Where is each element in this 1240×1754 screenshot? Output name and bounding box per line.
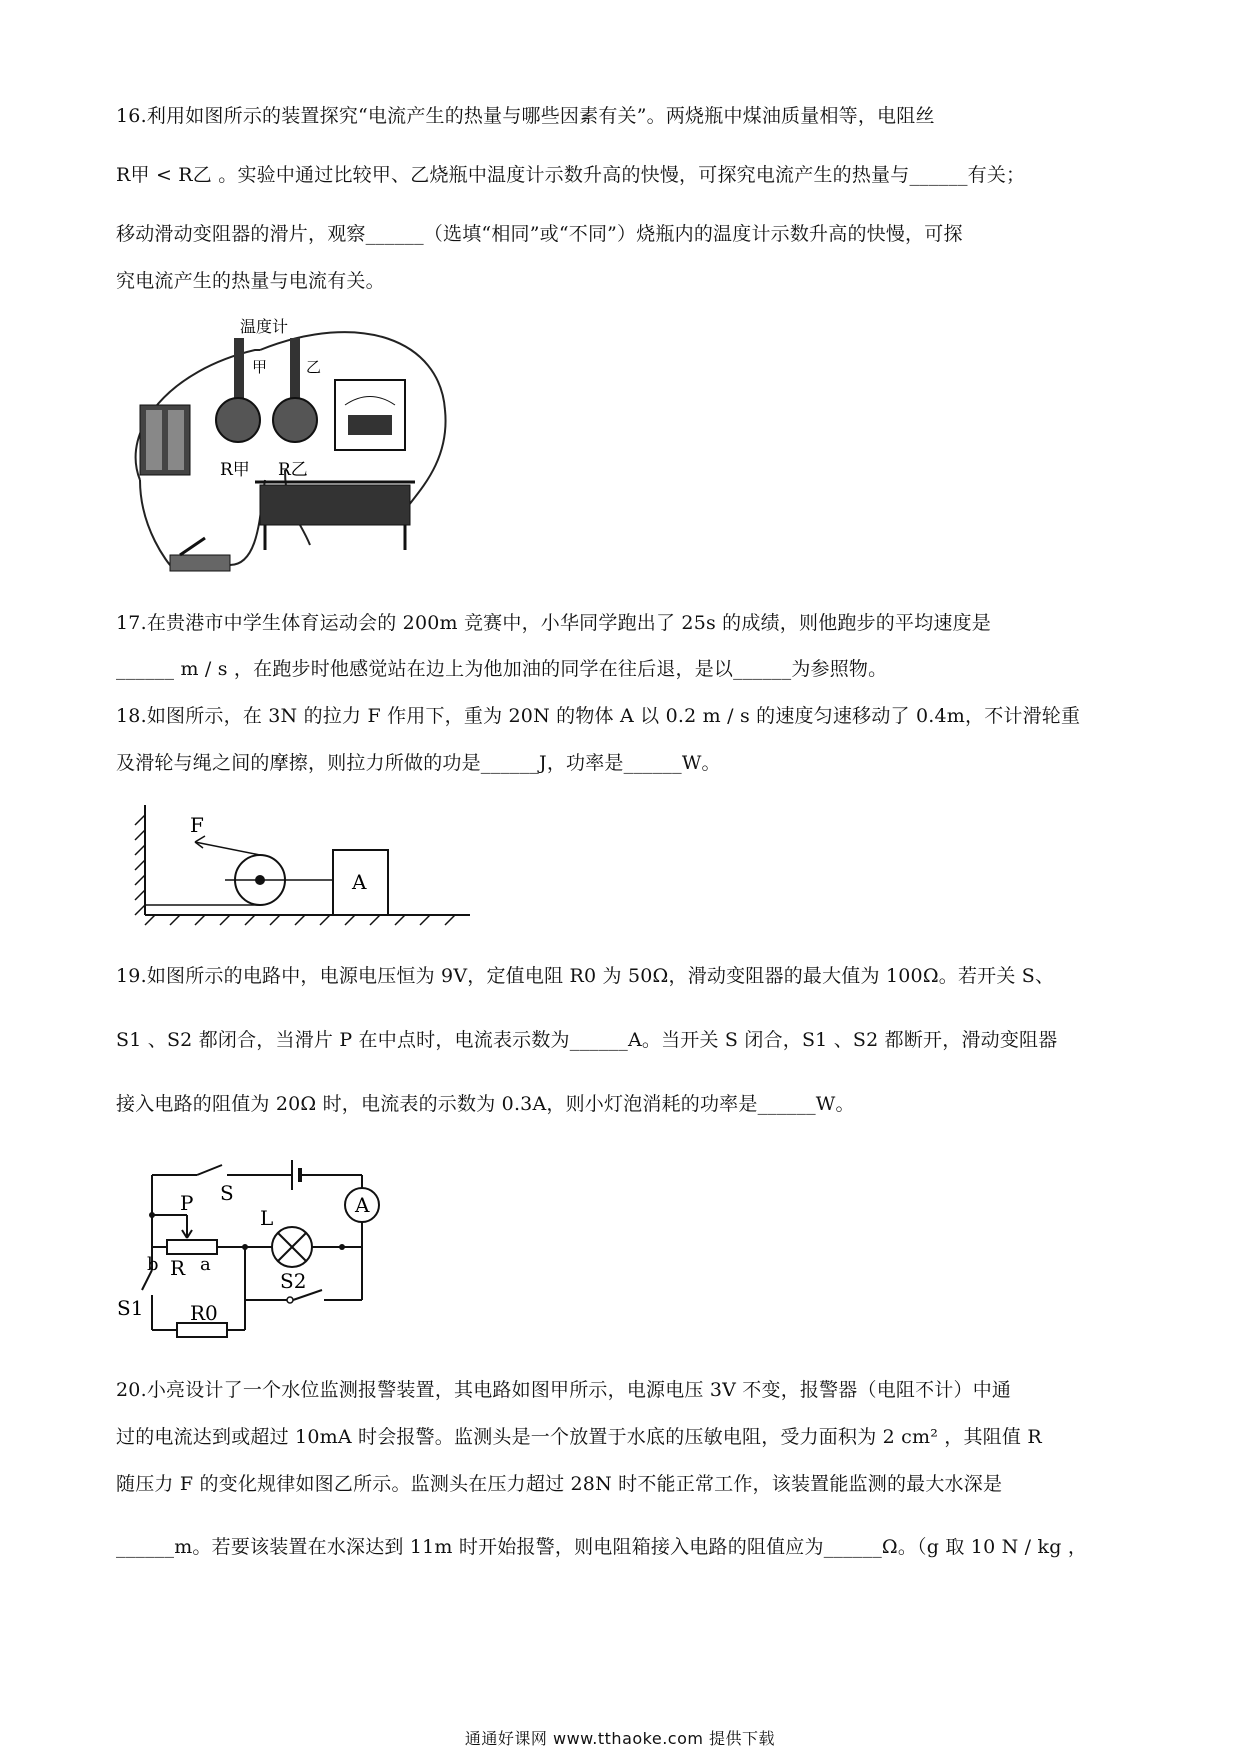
q19-p-label: P bbox=[180, 1191, 194, 1215]
q19-s2-label: S2 bbox=[280, 1269, 307, 1293]
q19-line2: S1 、S2 都闭合，当滑片 P 在中点时，电流表示数为______A。当开关 S 闭合，S1 、S2 都断开，滑动变阻器 bbox=[116, 1029, 1058, 1051]
q19-l-label: L bbox=[260, 1206, 274, 1230]
q16-r-yi-label: R乙 bbox=[278, 460, 308, 480]
q19-ammeter-label: A bbox=[355, 1193, 370, 1217]
q16-line2: R甲 < R乙 。实验中通过比较甲、乙烧瓶中温度计示数升高的快慢，可探究电流产生的热量与______有关； bbox=[116, 164, 1026, 186]
q19-line1: 19.如图所示的电路中，电源电压恒为 9V，定值电阻 R0 为 50Ω，滑动变阻器的最大值为 100Ω。若开关 S、 bbox=[116, 965, 1055, 987]
q20-line3: 随压力 F 的变化规律如图乙所示。监测头在压力超过 28N 时不能正常工作，该装置能监测的最大水深是 bbox=[116, 1473, 1003, 1495]
q16-line3: 移动滑动变阻器的滑片，观察______（选填“相同”或“不同”）烧瓶内的温度计示数升高的快慢，可探 bbox=[116, 223, 963, 245]
q19-r0-label: R0 bbox=[190, 1301, 218, 1325]
rheostat-r-icon bbox=[167, 1240, 217, 1254]
q16-line1: 16.利用如图所示的装置探究“电流产生的热量与哪些因素有关”。两烧瓶中煤油质量相等，电阻丝 bbox=[116, 105, 935, 127]
q17-line2: ______ m / s ，在跑步时他感觉站在边上为他加油的同学在往后退，是以______为参照物。 bbox=[116, 658, 888, 680]
q18-line1: 18.如图所示，在 3N 的拉力 F 作用下，重为 20N 的物体 A 以 0.2 m / s 的速度匀速移动了 0.4m，不计滑轮重 bbox=[116, 705, 1081, 727]
q18-figure-pulley bbox=[125, 800, 485, 930]
switch-icon bbox=[170, 555, 230, 571]
q16-r-jia-label: R甲 bbox=[220, 460, 250, 480]
q18-block-label: A bbox=[352, 870, 367, 894]
q19-s-label: S bbox=[220, 1181, 234, 1205]
q19-a-label: a bbox=[200, 1254, 211, 1275]
q16-line4: 究电流产生的热量与电流有关。 bbox=[116, 270, 385, 292]
resistor-r0-icon bbox=[177, 1323, 227, 1337]
q16-thermometer-label: 温度计 bbox=[240, 317, 289, 336]
q16-yi-label: 乙 bbox=[306, 358, 322, 376]
switch-s-icon bbox=[197, 1165, 222, 1175]
q19-figure-circuit bbox=[112, 1150, 412, 1350]
page-footer: 通通好课网 www.tthaoke.com 提供下载 bbox=[464, 1729, 776, 1748]
flask-jia-icon bbox=[216, 398, 260, 442]
q20-line2: 过的电流达到或超过 10mA 时会报警。监测头是一个放置于水底的压敏电阻，受力面积为 2 cm² ，其阻值 R bbox=[116, 1426, 1042, 1448]
q20-line1: 20.小亮设计了一个水位监测报警装置，其电路如图甲所示，电源电压 3V 不变，报警器（电阻不计）中通 bbox=[116, 1379, 1012, 1401]
q19-s1-label: S1 bbox=[117, 1296, 144, 1320]
flask-yi-icon bbox=[273, 398, 317, 442]
q19-line3: 接入电路的阻值为 20Ω 时，电流表的示数为 0.3A，则小灯泡消耗的功率是______W。 bbox=[116, 1093, 855, 1115]
rheostat-icon bbox=[260, 485, 410, 525]
q18-force-label: F bbox=[190, 813, 204, 837]
q19-r-label: R bbox=[170, 1256, 186, 1280]
q16-figure-circuit bbox=[110, 310, 460, 580]
q20-line4: ______m。若要该装置在水深达到 11m 时开始报警，则电阻箱接入电路的阻值应为______Ω。（g 取 10 N / kg ， bbox=[116, 1536, 1088, 1558]
q18-line2: 及滑轮与绳之间的摩擦，则拉力所做的功是______J，功率是______W。 bbox=[116, 752, 721, 774]
q16-jia-label: 甲 bbox=[252, 358, 268, 376]
q19-b-label: b bbox=[147, 1254, 159, 1275]
q17-line1: 17.在贵港市中学生体育运动会的 200m 竞赛中，小华同学跑出了 25s 的成绩，则他跑步的平均速度是 bbox=[116, 612, 991, 634]
